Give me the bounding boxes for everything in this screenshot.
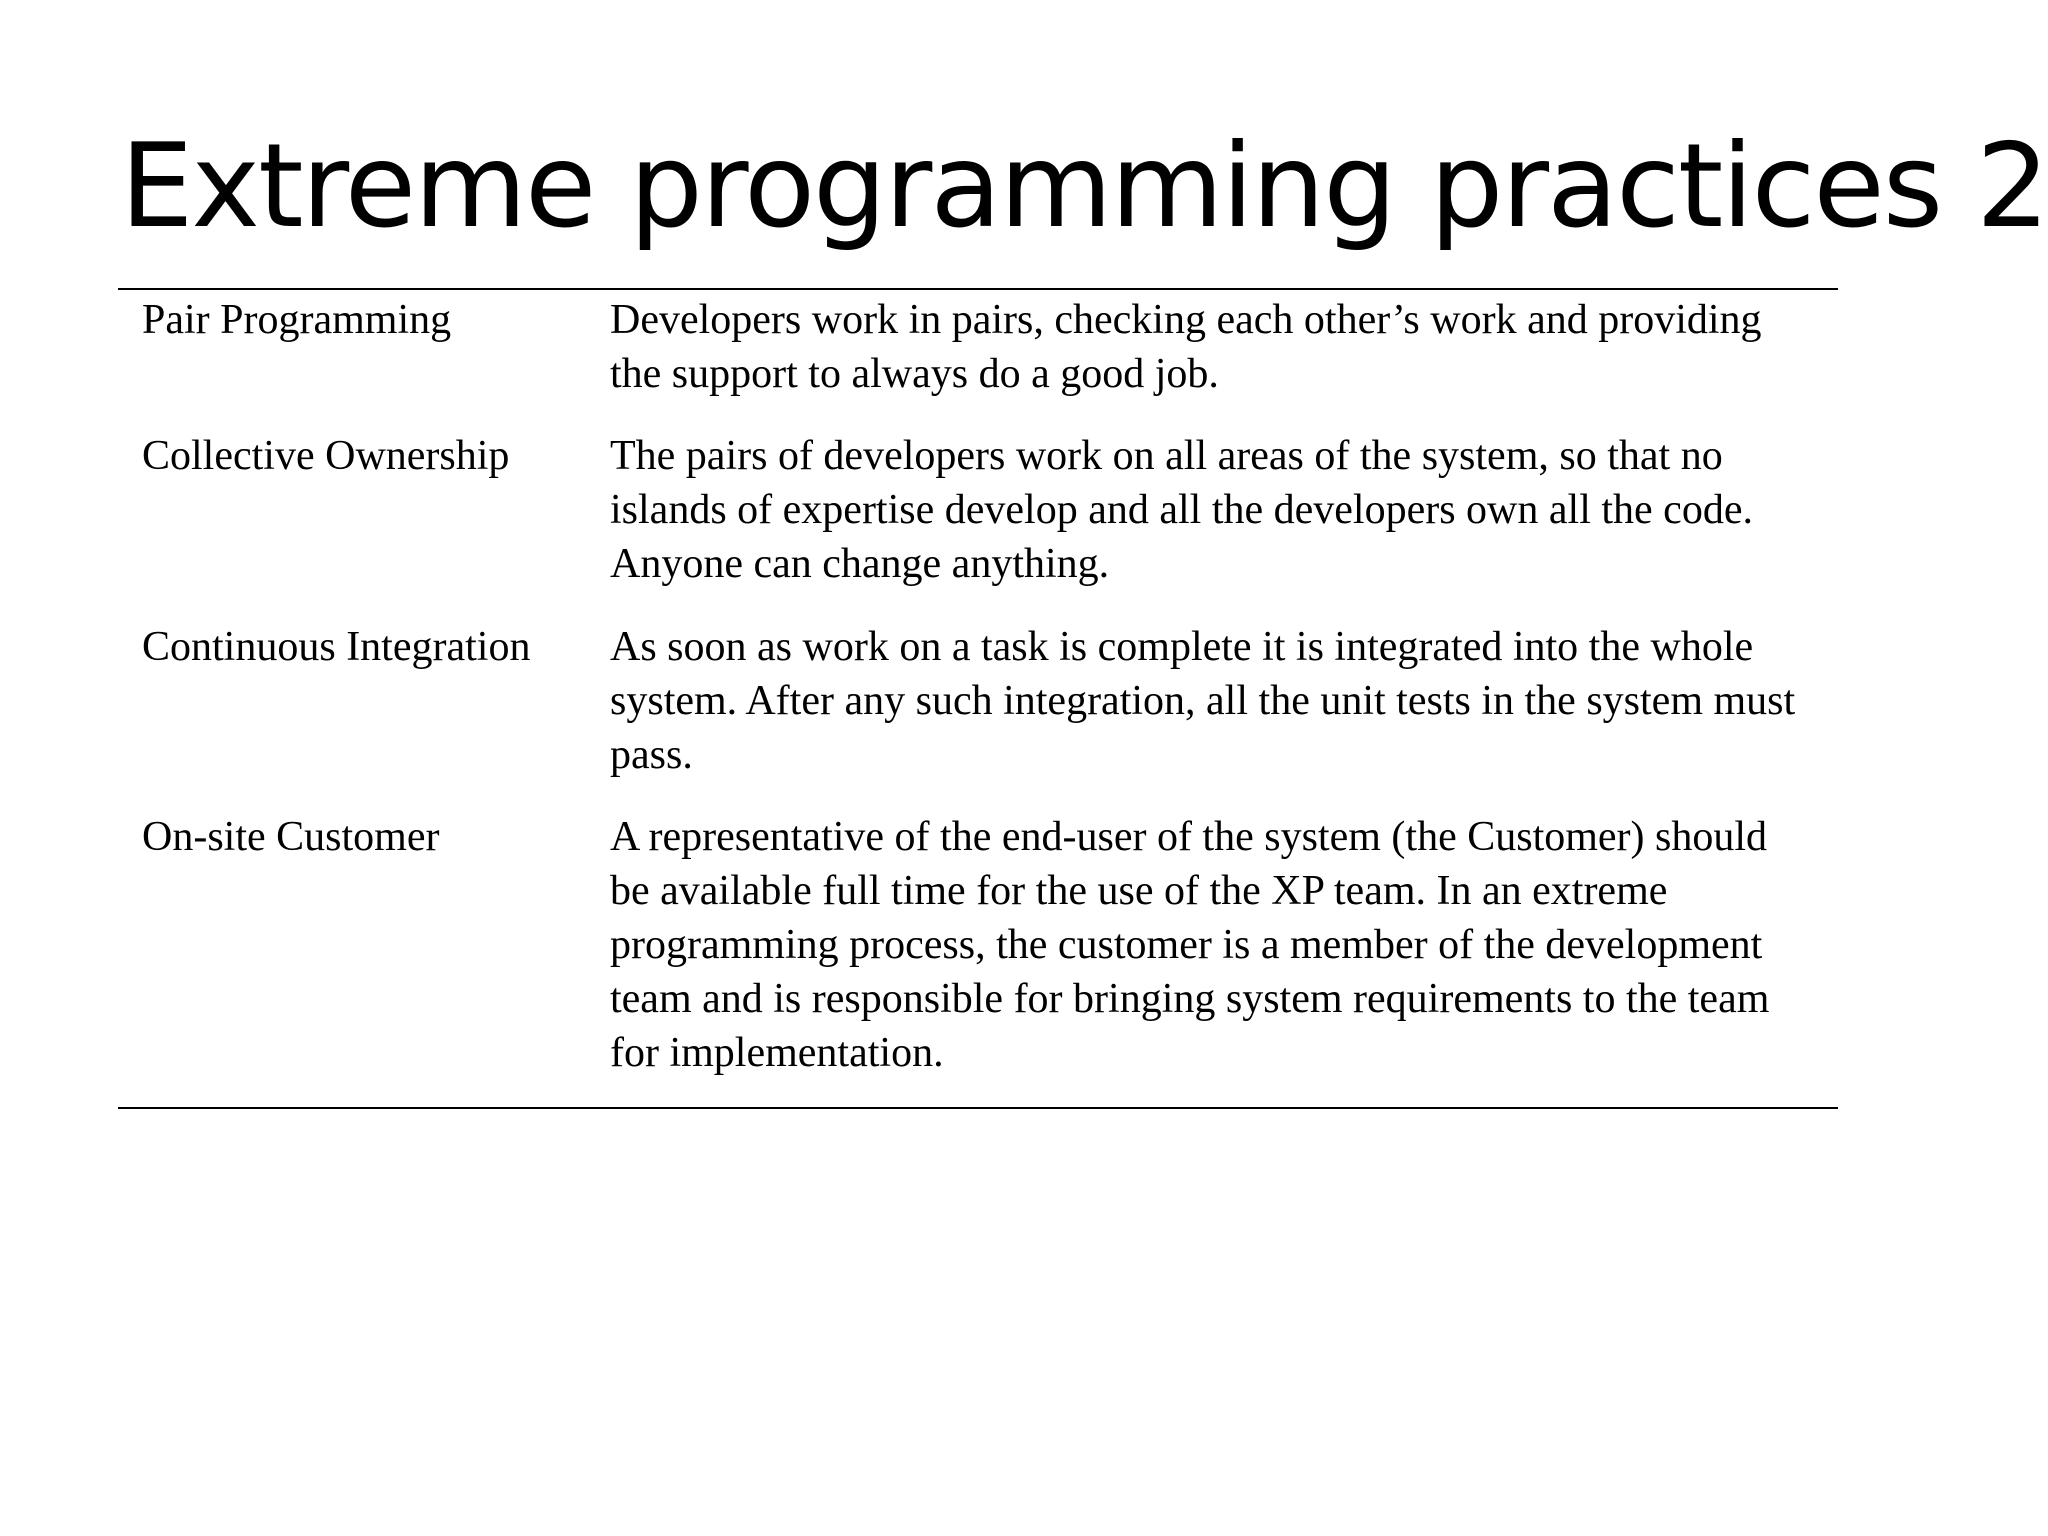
table-bottom-rule: [118, 1107, 1838, 1109]
practice-name: Pair Programming: [142, 297, 452, 343]
practice-description: The pairs of developers work on all areas of the system, so that no islands of expertise develop and all the developers own all the code. Anyone can change anything.: [610, 433, 1753, 587]
practice-name: Continuous Integration: [142, 624, 531, 670]
slide-title: Extreme programming practices 2: [120, 119, 2048, 254]
practice-name: Collective Ownership: [142, 433, 510, 479]
practice-name: On-site Customer: [142, 814, 440, 860]
table-top-rule: [118, 288, 1838, 290]
practice-description: Developers work in pairs, checking each other’s work and providing the support to always do a good job.: [610, 297, 1762, 397]
practice-description: As soon as work on a task is complete it is integrated into the whole system. After any such integration, all the unit tests in the system must pass.: [610, 624, 1796, 778]
practice-description: A representative of the end-user of the system (the Customer) should be available full time for the use of the XP team. In an extreme programming process, the customer is a member of the development team and is responsible for bringing system requirements to the team for implementation.: [610, 814, 1770, 1076]
